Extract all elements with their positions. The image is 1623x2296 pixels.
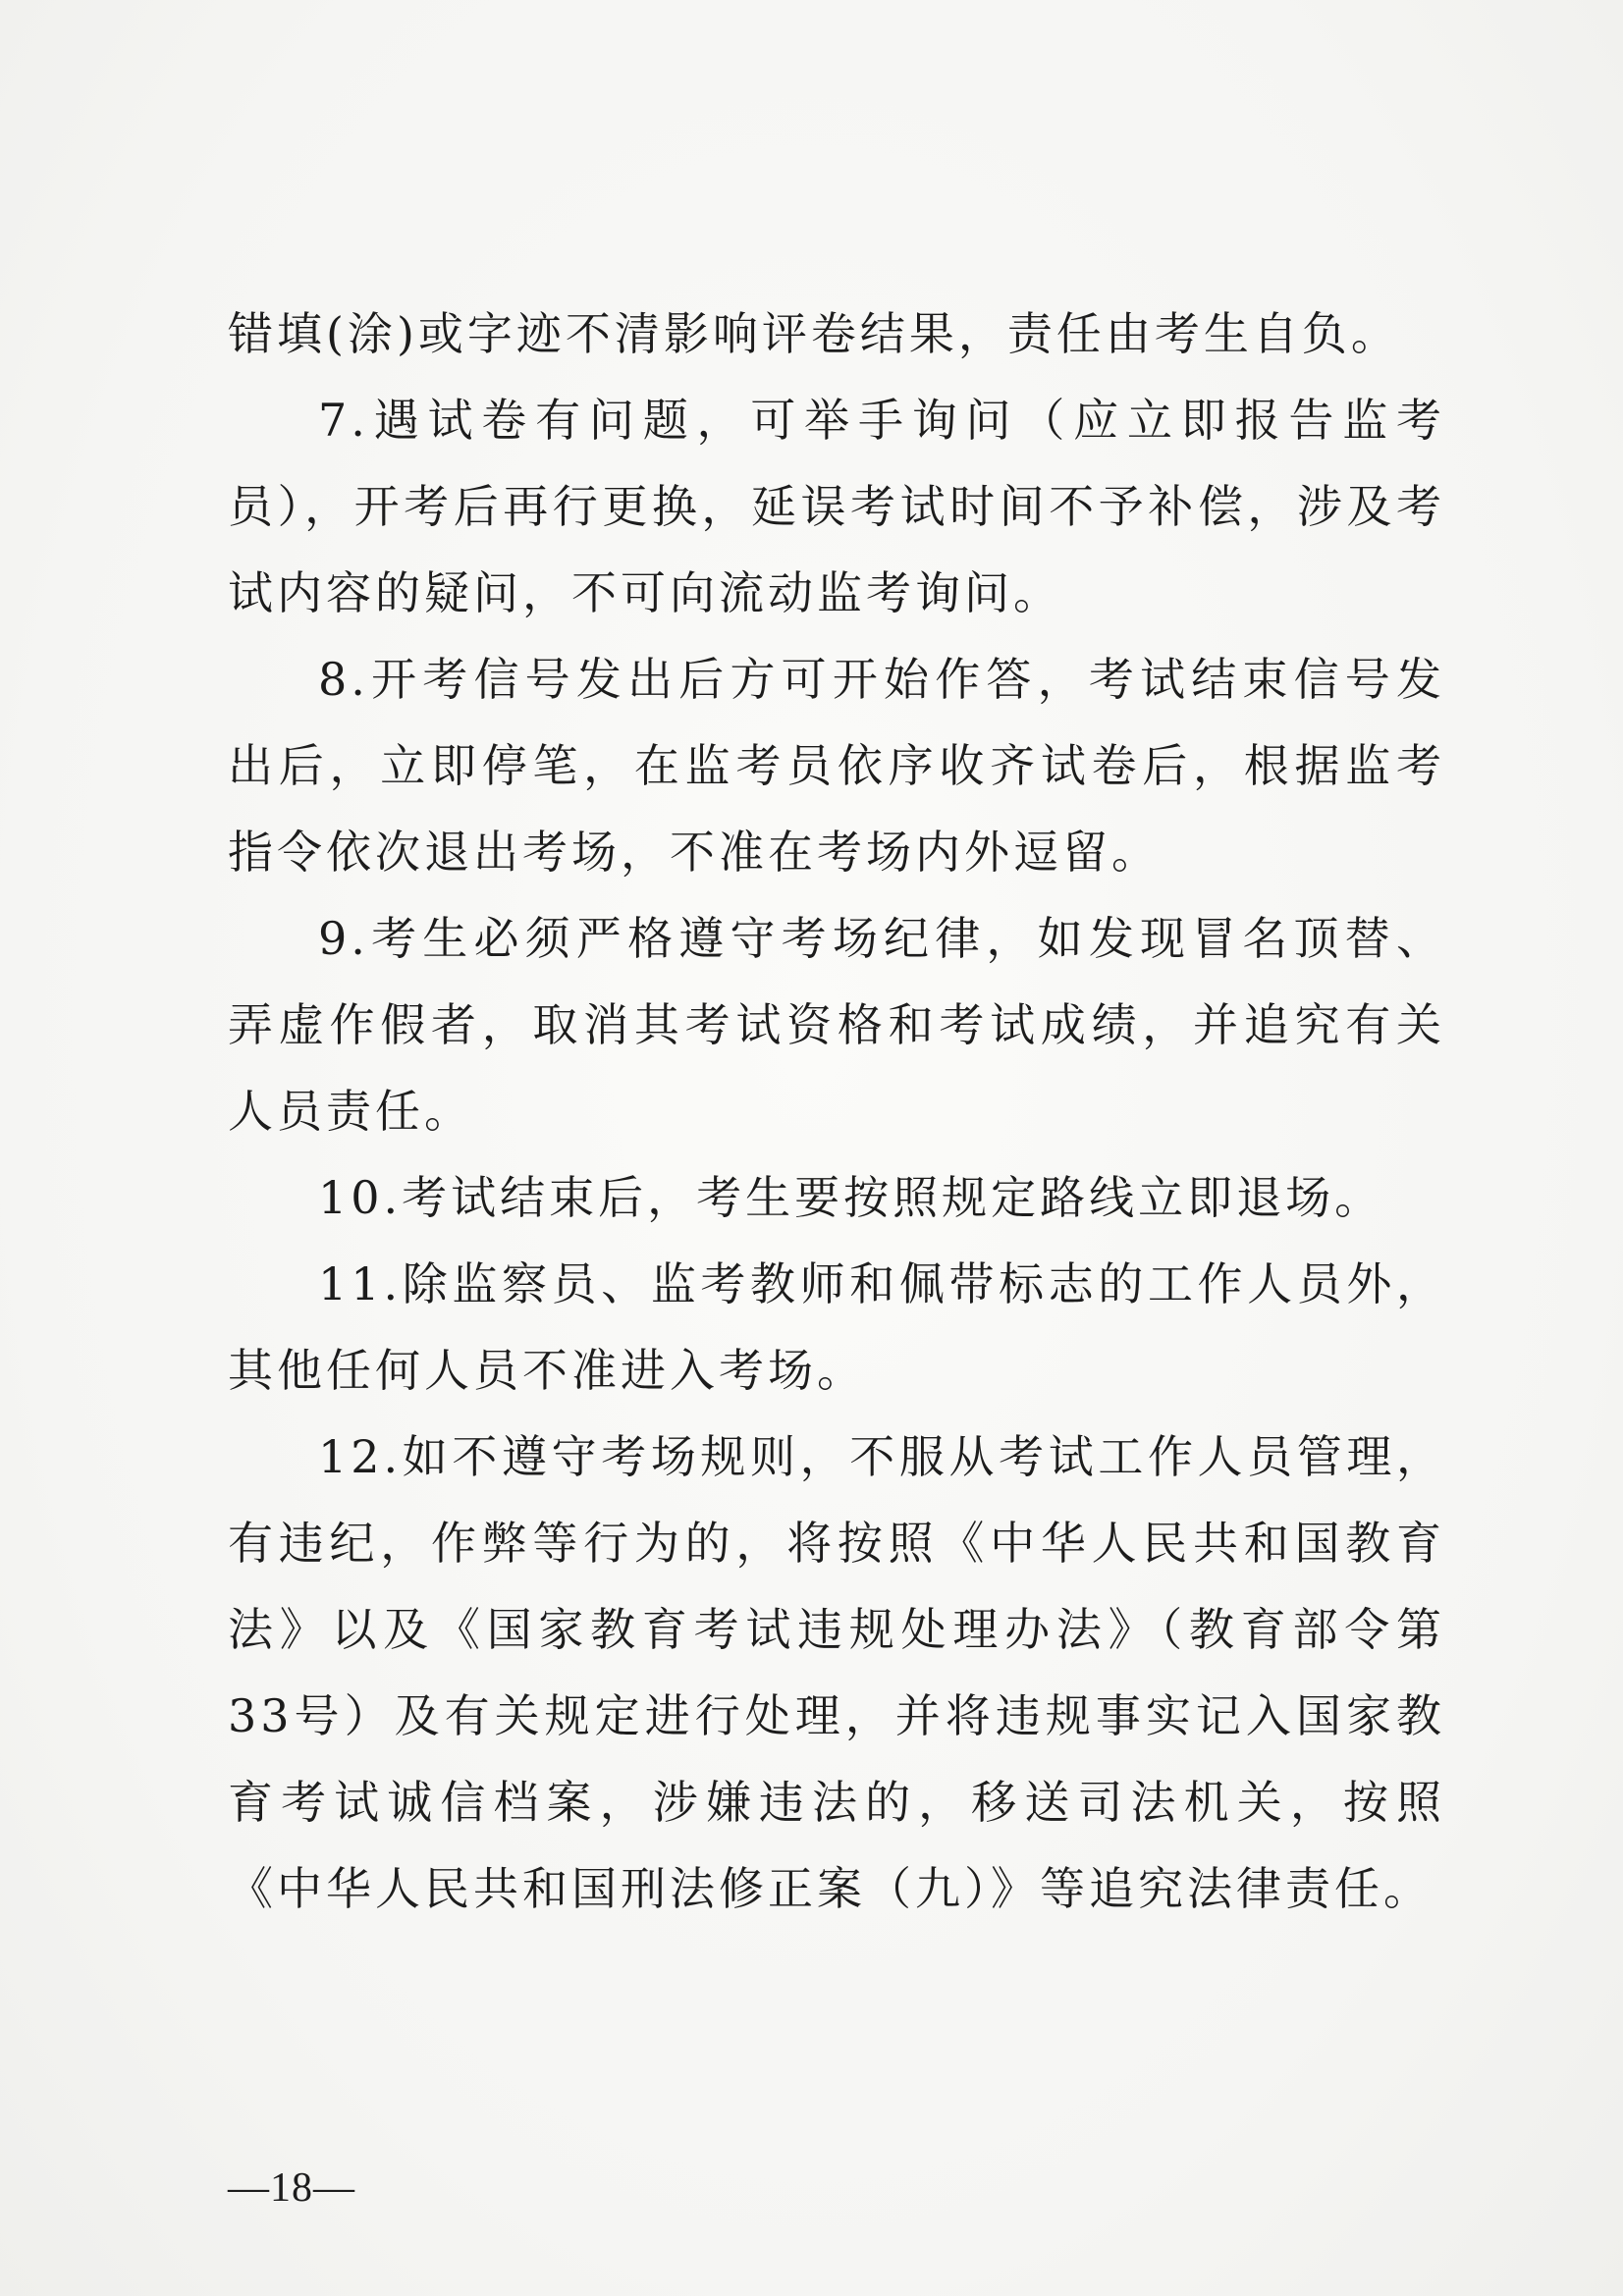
body-text <box>228 291 1445 1932</box>
paragraph-rule-9: 9.考生必须严格遵守考场纪律，如发现冒名顶替、弄虚作假者，取消其考试资格和考试成绩，并追究有关人员责任。 <box>228 912 1445 1138</box>
paragraph-continuation: 错填(涂)或字迹不清影响评卷结果，责任由考生自负。 <box>228 307 1400 360</box>
page-number: —18— <box>228 2165 355 2211</box>
paragraph-rule-10: 10.考试结束后，考生要按照规定路线立即退场。 <box>318 1171 1384 1224</box>
paragraph-rule-11: 11.除监察员、监考教师和佩带标志的工作人员外，其他任何人员不准进入考场。 <box>228 1257 1445 1397</box>
paragraph-rule-7: 7.遇试卷有问题，可举手询问（应立即报告监考员），开考后再行更换，延误考试时间不予补偿，涉及考试内容的疑问，不可向流动监考询问。 <box>228 394 1445 619</box>
paragraph-rule-12: 12.如不遵守考场规则，不服从考试工作人员管理，有违纪，作弊等行为的，将按照《中华人民共和国教育法》以及《国家教育考试违规处理办法》（教育部令第33号）及有关规定进行处理，并将违规事实记入国家教育考试诚信档案，涉嫌违法的，移送司法机关，按照《中华人民共和国刑法修正案（九）》等追究法律责任。 <box>228 1430 1445 1915</box>
paragraph-rule-8: 8.开考信号发出后方可开始作答，考试结束信号发出后，立即停笔，在监考员依序收齐试卷后，根据监考指令依次退出考场，不准在考场内外逗留。 <box>228 653 1445 879</box>
